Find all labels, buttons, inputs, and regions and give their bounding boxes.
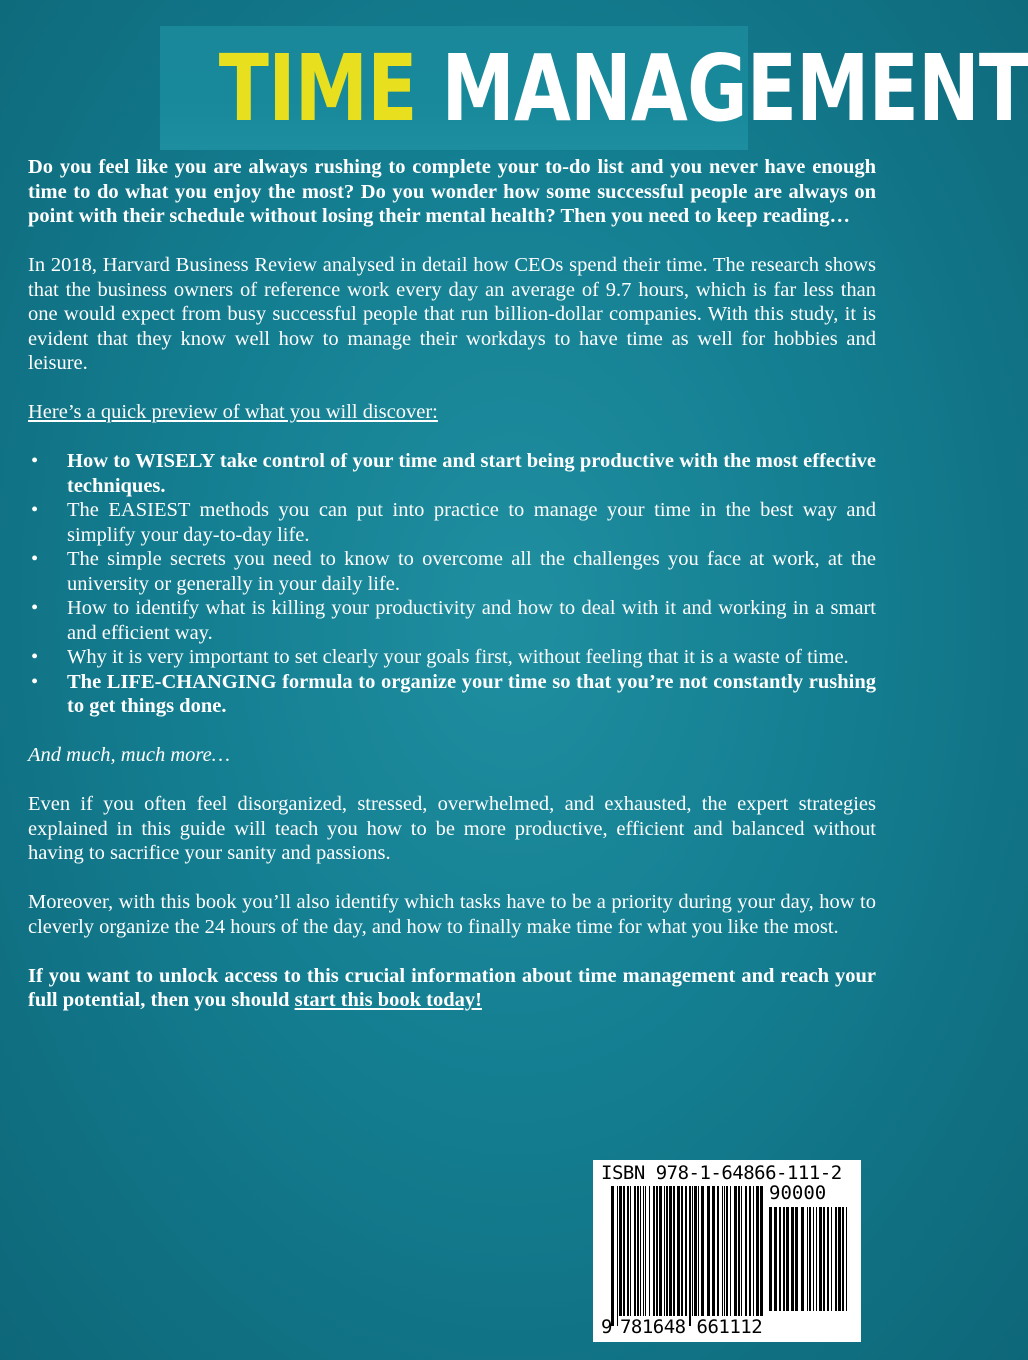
bullet-icon: • (31, 499, 39, 521)
barcode-bar (673, 1186, 675, 1316)
research-paragraph: In 2018, Harvard Business Review analysed in detail how CEOs spend their time. The research shows that the business owners of reference work every day an average of 9.7 hours, which is far less than one would expect from busy successful people that run billion-dollar companies. With this study, it is evident that they know well how to manage their workdays to have time as well for hobbies and leisure. (28, 254, 876, 374)
barcode-bar (627, 1186, 629, 1316)
bullet-text: How to WISELY take control of your time and start being productive with the most effective techniques. (67, 450, 876, 497)
barcode-bars (611, 1186, 766, 1326)
barcode-bar (838, 1207, 841, 1311)
disorganized-paragraph: Even if you often feel disorganized, stressed, overwhelmed, and exhausted, the expert strategies explained in this guide will teach you how to be more productive, efficient and balanced without having to sacrifice your sanity and passions. (28, 793, 876, 864)
bullet-text: The EASIEST methods you can put into practice to manage your time in the best way and simplify your day-to-day life. (67, 499, 876, 546)
isbn-barcode (593, 1160, 861, 1342)
barcode-bar (816, 1207, 817, 1311)
barcode-bar (692, 1186, 693, 1316)
barcode-bar (649, 1186, 650, 1316)
barcode-bar (783, 1207, 785, 1311)
list-item (28, 498, 876, 547)
title-word-time: TIME (218, 35, 417, 142)
barcode-bar (664, 1186, 665, 1316)
barcode-bar (701, 1186, 704, 1316)
list-item (28, 645, 876, 670)
barcode-bar (689, 1186, 691, 1326)
bullet-text: Why it is very important to set clearly your goals first, without feeling that it is a waste of time. (67, 646, 849, 668)
barcode-bar (809, 1207, 811, 1311)
bullet-icon: • (31, 450, 39, 472)
barcode-bar (823, 1207, 825, 1311)
barcode-bar (707, 1186, 710, 1316)
barcode-bar (734, 1186, 737, 1316)
and-much-more: And much, much more… (28, 744, 230, 766)
barcode-bar (726, 1186, 728, 1316)
barcode-bar (656, 1186, 658, 1316)
barcode-bar (724, 1186, 725, 1316)
barcode-bar (730, 1186, 731, 1316)
list-item (28, 449, 876, 498)
book-title (218, 30, 1028, 148)
ean-lead-digit: 9 (601, 1316, 612, 1338)
cta-text: If you want to unlock access to this crucial information about time management and reach your full potential, then you should (28, 964, 876, 1011)
barcode-bar (813, 1207, 814, 1311)
barcode-bar (807, 1207, 808, 1311)
barcode-bar (722, 1186, 723, 1316)
preview-heading: Here’s a quick preview of what you will discover: (28, 401, 438, 423)
barcode-bar (623, 1186, 625, 1316)
moreover-paragraph: Moreover, with this book you’ll also identify which tasks have to be a priority during your day, how to cleverly organize the 24 hours of the day, and how to finally make time for what you like the most. (28, 891, 876, 938)
bullet-icon: • (31, 597, 39, 619)
barcode-bar (630, 1186, 631, 1316)
call-to-action (28, 964, 876, 1013)
barcode-bar (795, 1207, 798, 1311)
barcode-bar (698, 1186, 699, 1316)
barcode-bar (819, 1207, 822, 1311)
barcode-bar (645, 1186, 646, 1316)
barcode-bar (717, 1186, 719, 1316)
barcode-bar (685, 1186, 687, 1316)
barcode-bar (643, 1186, 644, 1316)
bullet-text: The simple secrets you need to know to overcome all the challenges you face at work, at the university or generally in your daily life. (67, 548, 876, 595)
barcode-bar (791, 1207, 794, 1311)
barcode-bar (634, 1186, 636, 1316)
barcode-bar (749, 1186, 751, 1316)
barcode-bar (681, 1186, 683, 1316)
title-word-management: MANAGEMENT (441, 35, 1028, 142)
list-item (28, 670, 876, 719)
barcode-bar (738, 1186, 740, 1316)
barcode-bar (769, 1207, 772, 1311)
price-code: 90000 (769, 1182, 827, 1204)
bullet-icon: • (31, 670, 39, 693)
barcode-bar (694, 1186, 697, 1316)
barcode-bar (779, 1207, 781, 1311)
barcode-bar (669, 1186, 672, 1316)
barcode-bar (619, 1186, 622, 1316)
barcode-bar (653, 1186, 655, 1316)
barcode-bar (831, 1207, 832, 1311)
barcode-bar (827, 1207, 829, 1311)
addon-barcode-bars (769, 1207, 851, 1311)
barcode-bar (846, 1207, 847, 1311)
bullet-text: The LIFE-CHANGING formula to organize your time so that you’re not constantly rushing to get things done. (67, 670, 876, 717)
list-item (28, 596, 876, 645)
intro-paragraph: Do you feel like you are always rushing to complete your to-do list and you never have enough time to do what you enjoy the most? Do you wonder how some successful people are always on point with their schedule without losing their mental health? Then you need to keep reading… (28, 156, 876, 227)
barcode-bar (760, 1186, 763, 1316)
bullet-icon: • (31, 548, 39, 570)
barcode-bar (666, 1186, 668, 1316)
barcode-bar (741, 1186, 742, 1316)
barcode-bar (835, 1207, 837, 1311)
list-item (28, 547, 876, 596)
barcode-bar (842, 1207, 844, 1311)
isbn-label: ISBN 978-1-64866-111-2 (601, 1162, 842, 1184)
bullet-icon: • (31, 646, 39, 668)
barcode-bar (774, 1207, 777, 1311)
barcode-bar (640, 1186, 641, 1316)
barcode-bar (611, 1186, 614, 1326)
ean-digits (601, 1316, 762, 1338)
ean-group-1: 781648 (619, 1316, 686, 1338)
barcode-bar (786, 1207, 789, 1311)
barcode-bar (756, 1186, 759, 1316)
barcode-bar (617, 1186, 618, 1326)
barcode-bar (712, 1186, 715, 1316)
barcode-bar (745, 1186, 747, 1316)
barcode-bar (753, 1186, 754, 1316)
feature-list (28, 449, 876, 719)
barcode-bar (659, 1186, 662, 1316)
barcode-bar (637, 1186, 639, 1316)
barcode-bar (677, 1186, 680, 1316)
back-cover-text (28, 155, 876, 1013)
bullet-text: How to identify what is killing your productivity and how to deal with it and working in a smart and efficient way. (67, 597, 876, 644)
ean-group-2: 661112 (696, 1316, 763, 1338)
barcode-bar (801, 1207, 804, 1311)
cta-link: start this book today! (294, 989, 482, 1011)
